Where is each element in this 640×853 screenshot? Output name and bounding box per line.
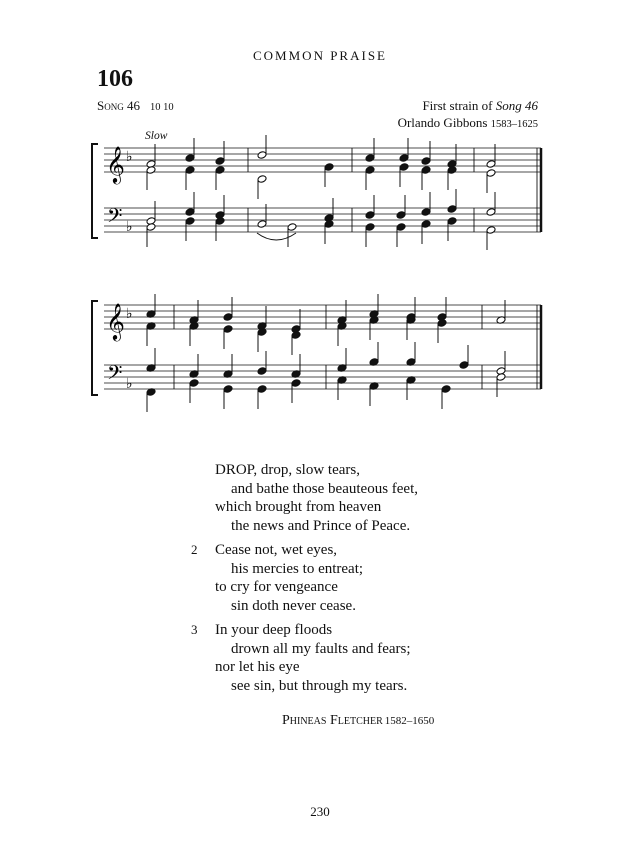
note-head	[365, 166, 375, 175]
note-head	[447, 205, 457, 214]
verse-line: the news and Prince of Peace.	[231, 517, 411, 534]
bass-clef-icon: 𝄢	[107, 204, 123, 232]
note-head	[291, 379, 301, 388]
note-head	[421, 220, 431, 229]
system-bracket	[92, 144, 98, 238]
note-head	[365, 211, 375, 220]
source-title: Song 46	[495, 98, 538, 113]
author-dates: 1582–1650	[384, 715, 435, 727]
verse-line: which brought from heaven	[215, 499, 382, 515]
note-head	[257, 220, 267, 229]
source-prefix: First strain of	[422, 98, 496, 113]
note-head	[215, 157, 225, 166]
note-head	[396, 211, 406, 220]
note-head	[365, 223, 375, 232]
flat-key-icon: ♭	[126, 306, 133, 322]
note-head	[459, 361, 469, 370]
verse-number: 3	[191, 622, 198, 637]
verse-line: see sin, but through my tears.	[231, 677, 408, 694]
flat-key-icon: ♭	[126, 376, 133, 392]
hymn-number: 106	[97, 66, 133, 92]
verse-line: sin doth never cease.	[231, 597, 356, 614]
bass-clef-icon: 𝄢	[107, 361, 123, 389]
verse-line: his mercies to entreat;	[231, 560, 364, 577]
verse-line: drown all my faults and fears;	[231, 640, 411, 657]
note-head	[257, 175, 267, 184]
note-head	[441, 385, 451, 394]
author-credit	[282, 712, 434, 729]
stanza-2	[191, 541, 364, 615]
verse-line: In your deep floods	[215, 622, 333, 638]
system-bracket	[92, 301, 98, 395]
note-head	[486, 160, 496, 169]
note-head	[223, 325, 233, 334]
stanza-1	[215, 461, 418, 535]
note-head	[365, 154, 375, 163]
running-title: COMMON PRAISE	[253, 48, 387, 63]
note-head	[223, 313, 233, 322]
note-head	[287, 223, 297, 232]
note-head	[396, 223, 406, 232]
note-head	[421, 157, 431, 166]
verse-line: nor let his eye	[215, 659, 300, 675]
note-head	[324, 163, 334, 172]
note-head	[189, 379, 199, 388]
note-head	[486, 226, 496, 235]
note-head	[257, 385, 267, 394]
composer-dates: 1583–1625	[490, 119, 538, 130]
verse-line: and bathe those beauteous feet,	[231, 480, 419, 497]
tempo-marking: Slow	[145, 130, 168, 142]
note-head	[421, 166, 431, 175]
page-number: 230	[310, 804, 330, 819]
verse-line: Cease not, wet eyes,	[215, 542, 338, 558]
treble-clef-icon: 𝄞	[106, 145, 125, 183]
note-head	[215, 166, 225, 175]
note-head	[257, 367, 267, 376]
note-head	[185, 166, 195, 175]
note-head	[257, 151, 267, 160]
flat-key-icon: ♭	[126, 149, 133, 165]
note-head	[486, 208, 496, 217]
note-head	[399, 163, 409, 172]
tie-curve	[257, 233, 296, 240]
stanza-3	[191, 621, 411, 695]
tune-name: Song 46	[97, 98, 140, 113]
tune-meter: 10 10	[149, 102, 174, 113]
music-score	[0, 0, 640, 420]
note-head	[185, 154, 195, 163]
note-head	[185, 217, 195, 226]
composer: Orlando Gibbons	[397, 115, 488, 130]
author-name: Phineas Fletcher	[282, 713, 383, 728]
verse-number: 2	[191, 542, 198, 557]
verse-line: to cry for vengeance	[215, 579, 338, 595]
verse-line: DROP, drop, slow tears,	[215, 462, 360, 478]
treble-clef-icon: 𝄞	[106, 302, 125, 340]
note-head	[223, 385, 233, 394]
note-head	[399, 154, 409, 163]
note-head	[486, 169, 496, 178]
note-head	[185, 208, 195, 217]
note-head	[421, 208, 431, 217]
flat-key-icon: ♭	[126, 219, 133, 235]
note-head	[447, 217, 457, 226]
